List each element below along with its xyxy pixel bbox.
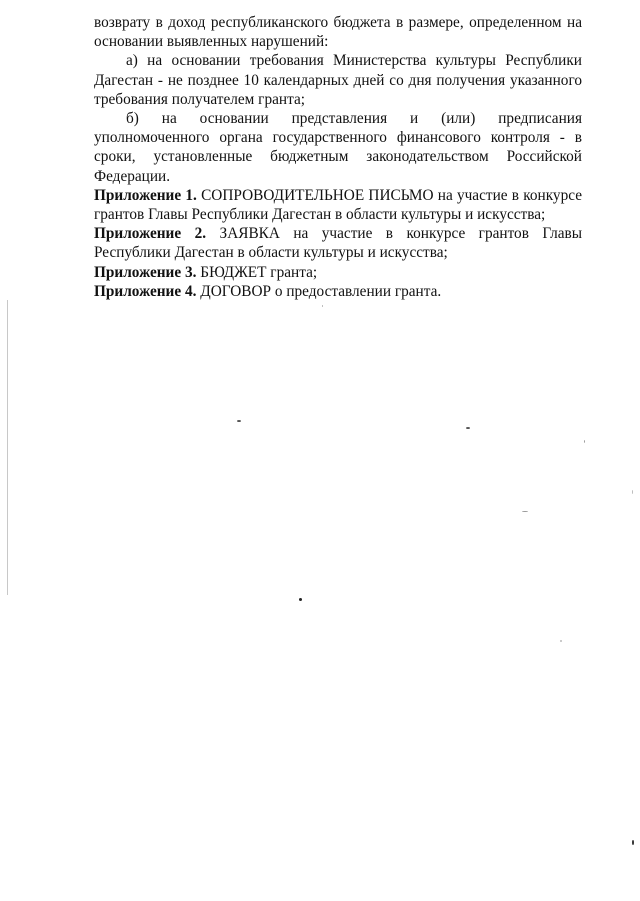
appendix-4-text: ДОГОВОР о предоставлении гранта.: [196, 282, 442, 300]
scan-edge-line: [7, 300, 8, 595]
scan-speck: [237, 420, 241, 422]
appendix-2: [94, 224, 582, 262]
paragraph-item-b: б) на основании представления и (или) предписания уполномоченного органа государственного финансового контроля - в сроки, установленные бюджетным законодательством Российской Федерации.: [94, 110, 582, 185]
scan-speck: [584, 440, 585, 443]
scan-speck: [632, 490, 633, 494]
scan-speck: [466, 427, 470, 429]
appendix-1: [94, 186, 582, 224]
appendix-1-text: СОПРОВОДИТЕЛЬНОЕ ПИСЬМО на участие в конкурсе грантов Главы Республики Дагестан в области культуры и искусства;: [94, 186, 582, 224]
document-body: [94, 13, 582, 301]
appendix-3-text: БЮДЖЕТ гранта;: [196, 263, 318, 281]
paragraph-item-a: а) на основании требования Министерства культуры Республики Дагестан - не позднее 10 календарных дней со дня получения указанного требования получателем гранта;: [94, 52, 582, 108]
scan-speck: [560, 640, 562, 642]
appendix-4: [94, 282, 582, 301]
appendix-2-text: ЗАЯВКА на участие в конкурсе грантов Главы Республики Дагестан в области культуры и искусства;: [94, 225, 582, 262]
appendix-2-label: Приложение 2.: [94, 225, 207, 243]
appendix-1-label: Приложение 1.: [94, 186, 197, 204]
appendix-4-label: Приложение 4.: [94, 282, 197, 300]
paragraph-return-to-budget: возврату в доход республиканского бюджета в размере, определенном на основании выявленных нарушений:: [94, 14, 582, 51]
scan-speck: [299, 598, 302, 601]
scan-speck: [322, 305, 323, 307]
scan-speck: [522, 511, 528, 512]
appendix-3: [94, 263, 582, 282]
scan-speck: [632, 840, 634, 845]
appendix-3-label: Приложение 3.: [94, 263, 197, 281]
